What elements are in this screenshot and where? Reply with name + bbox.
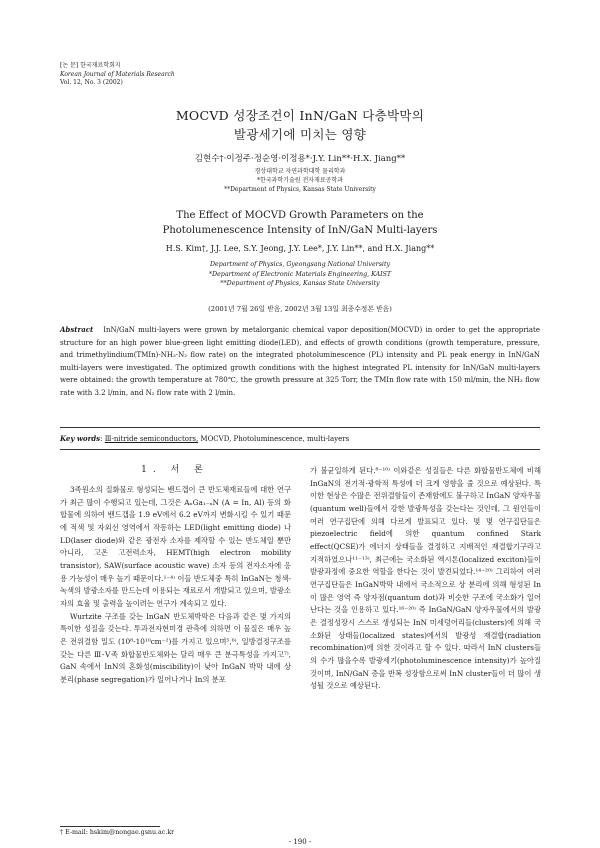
footnote-divider	[60, 826, 160, 827]
korean-affiliations	[0, 167, 600, 194]
korean-affiliation-1: 경상대학교 자연과학대학 물리학과	[254, 168, 346, 175]
english-authors: H.S. Kim†, J.J. Lee, S.Y. Jeong, J.Y. Lee*, J.Y. Lin**, and H.X. Jiang**	[165, 244, 435, 253]
korean-title	[0, 106, 600, 144]
english-affiliation-2: *Department of Electronic Materials Engineering, KAIST	[208, 270, 392, 278]
journal-header	[60, 62, 175, 88]
english-title-line2: Photolumenescence Intensity of InN/GaN Multi-layers	[162, 225, 438, 236]
korean-authors: 김현수†·이정주·정순영·이정용*·J.Y. Lin**·H.X. Jiang**	[194, 154, 406, 164]
journal-volume: Vol. 12, No. 3 (2002)	[60, 79, 123, 86]
footnote-email: † E-mail: hskim@nongae.gsnu.ac.kr	[60, 829, 175, 836]
page-number: - 190 -	[288, 838, 312, 846]
korean-affiliation-2: *한국과학기술원 전자재료공학과	[256, 177, 344, 184]
paragraph: 3족원소의 질화물로 형성되는 밴드갭이 큰 반도체재료들에 대한 연구가 최근 많이 수행되고 있는데, 그것은 AₓGa₁₋ₓN (A = In, Al) 등의 화합물에 의하여 밴드갭을 1.9 eV에서 6.2 eV까지 변화시킬 수 있기 때문에 적색 및 자외선 영역에서 작동하는 LED(light emitting diode) 나 LD(laser diode)와 같은 광전자 소자를 제작할 수 있는 반도체일 뿐만 아니라, 고온 고전력소자, HEMT(high electron mobility transistor), SAW(surface acoustic wave) 소자 등의 전자소자에 응용 가능성이 매우 높기 때문이다.¹⁻⁴⁾ 이들 반도체중 특히 InGaN는 청색-녹색의 발광소자를 만드는데 이용되는 재료로서 개발되고 있으며, 발광소자의 효율 및 출력을 높이려는 연구가 계속되고 있다.	[60, 485, 291, 608]
keywords-rest: MOCVD, Photoluminescence, multi-layers	[198, 435, 350, 443]
abstract-label: Abstract	[60, 325, 94, 334]
section-heading: 1. 서 론	[141, 465, 209, 475]
english-affiliation-3: **Department of Physics, Kansas State University	[220, 280, 380, 287]
divider-bottom	[60, 449, 540, 450]
keywords-label: Key words	[60, 434, 101, 443]
korean-title-line1: MOCVD 성장조건이 InN/GaN 다층박막의	[175, 108, 425, 123]
keywords: Key words: Ⅲ-nitride semiconductors, MOCVD, Photoluminescence, multi-layers	[60, 434, 350, 443]
body-column-right	[310, 465, 541, 693]
received-dates: (2001년 7월 26일 받음, 2002년 3월 13일 최종수정본 받음)	[208, 305, 392, 313]
abstract-text: InN/GaN multi-layers were grown by metalorganic chemical vapor deposition(MOCVD) in order to get the appropriate structure for an high power blue-green light emitting diode(LED), and effects of growth conditions (growth temperature, pressure, and trimethylindium(TMIn)-NH₃-N₂ flow rate) on the integrated photoluminescence (PL) intensity and PL peak energy in InN/GaN multi-layers were investigated. The optimized growth conditions with the highest integrated PL intensity for InN/GaN multi-layers were obtained: the growth temperature at 780℃, the growth pressure at 325 Torr, the TMIn flow rate with 150 ml/min, the NH₃ flow rate with 3.2 l/min, and N₂ flow rate with 2 l/min.	[60, 326, 540, 397]
korean-affiliation-3: **Department of Physics, Kansas State University	[224, 186, 376, 193]
abstract	[60, 324, 540, 400]
keyword-nitride-link[interactable]: Ⅲ-nitride semiconductors,	[104, 435, 199, 443]
body-column-left	[60, 484, 291, 687]
paragraph: 가 불균일하게 된다.⁸⁻¹⁰⁾ 이와같은 성질들은 다른 화합물반도체에 비해 InGaN의 전기적·광학적 특성에 더 크게 영향을 줄 것으로 예상된다. 특이한 현상은 수많은 전위결함들이 존재함에도 불구하고 InGaN 양자우물(quantum well)들에서 강한 발광특성을 갖는다는 것인데, 그 원인들이 여러 연구집단에 의해 다르게 발표되고 있다. 몇 몇 연구집단들은 piezoelectric field에 의한 quantum confined Stark effect(QCSE)가 에너지 상태들을 결정하고 지배적인 재결합기구라고 지적하였으나¹¹⁻¹³⁾, 최근에는 국소화된 엑시톤(localized exciton)들이 발광과정에 중요한 역할을 한다는 것이 발견되었다.¹⁴⁻²⁰⁾ 그리하여 여러 연구집단들은 InGaN박막 내에서 국소적으로 상 분리에 의해 형성된 In이 많은 영역 즉 양자점(quantum dot)과 비슷한 구조에 국소화가 일어난다는 것을 인용하고 있다.¹⁶⁻²⁰⁾ 즉 InGaN/GaN 양자우물에서의 발광은 결정성장시 스스로 생성되는 InN 미세덩어리들(clusters)에 의해 국소화된 상태들(localized states)에서의 발광성 재결합(radiation recombination)에 의한 것이라고 할 수 있다. 따라서 InN clusters들의 수가 많을수록 발광세기(photoluminescence intensity)가 높아질 것이며, InN/GaN 층을 반복 성장함으로써 InN cluster들이 더 많이 생성될 것으로 예상된다.	[310, 466, 541, 691]
english-title-line1: The Effect of MOCVD Growth Parameters on the	[176, 210, 424, 221]
english-affiliations	[0, 260, 600, 289]
divider-top	[60, 427, 540, 428]
korean-title-line2: 발광세기에 미치는 영향	[233, 127, 367, 142]
english-title	[0, 208, 600, 238]
journal-category: [논 문] 한국재료학회지	[60, 62, 121, 69]
journal-name: Korean Journal of Materials Research	[60, 70, 175, 78]
paragraph: Wurtzite 구조를 갖는 InGaN 반도체박막은 다음과 같은 몇 가지의 특이한 성질을 갖는다. 투과전자현미경 관측에 의하면 이 물질은 매우 높은 전위결함 밀도 (10⁸-10¹⁰cm⁻²)를 가지고 있으며⁵,⁶⁾, 일방결정구조를 갖는 다른 Ⅲ-Ⅴ족 화합물반도체와는 달리 매우 큰 분극특성을 가지고⁷⁾, GaN 속에서 InN의 혼화성(miscibility)이 낮아 InGaN 박막 내에 상 분리(phase segregation)가 일어나거나 In의 분포	[60, 611, 291, 684]
english-affiliation-1: Department of Physics, Gyeongsang National University	[209, 261, 391, 268]
